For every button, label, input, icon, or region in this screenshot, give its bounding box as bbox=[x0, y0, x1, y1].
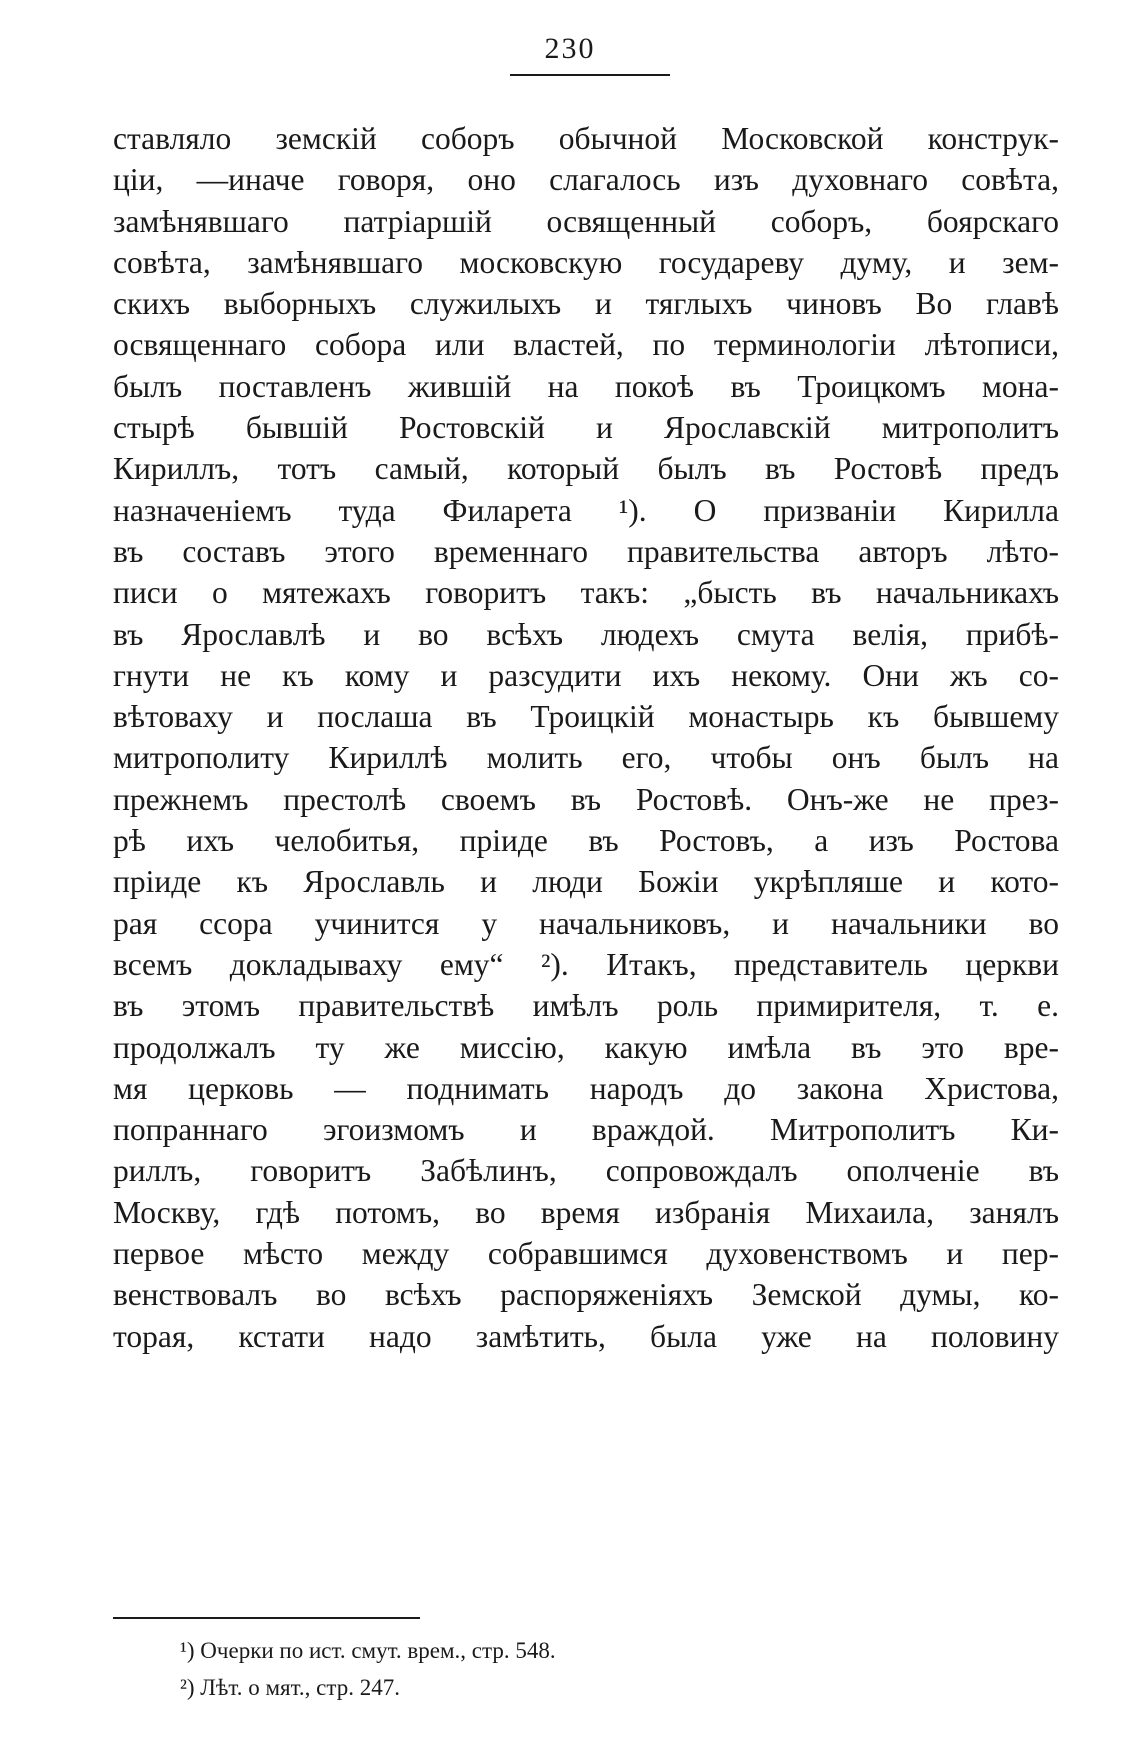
text-line: митрополиту Кириллѣ молить его, чтобы онъ былъ на bbox=[113, 740, 1059, 776]
text-line: замѣнявшаго патріаршій освященный соборъ, боярскаго bbox=[113, 203, 1059, 239]
text-line: продолжалъ ту же миссію, какую имѣла въ это вре- bbox=[113, 1029, 1059, 1065]
text-line: всемъ докладываху ему“ ²). Итакъ, представитель церкви bbox=[113, 946, 1059, 982]
text-line: назначеніемъ туда Филарета ¹). О призваніи Кирилла bbox=[113, 492, 1059, 528]
text-line: пріиде къ Ярославль и люди Божіи укрѣпляше и кото- bbox=[113, 864, 1059, 900]
text-line: Кириллъ, тотъ самый, который былъ въ Ростовѣ предъ bbox=[113, 451, 1059, 487]
text-line: венствовалъ во всѣхъ распоряженіяхъ Земской думы, ко- bbox=[113, 1277, 1059, 1313]
footnote-separator bbox=[113, 1617, 420, 1619]
footnote-2: ²) Лѣт. о мят., стр. 247. bbox=[180, 1675, 400, 1700]
text-line: рѣ ихъ челобитья, пріиде въ Ростовъ, а изъ Ростова bbox=[113, 823, 1059, 859]
text-line: гнути не къ кому и разсудити ихъ некому. Они жъ со- bbox=[113, 657, 1059, 693]
text-line: риллъ, говоритъ Забѣлинъ, сопровождалъ ополченіе въ bbox=[113, 1153, 1059, 1189]
text-line: скихъ выборныхъ служилыхъ и тяглыхъ чиновъ Во главѣ bbox=[113, 286, 1059, 322]
text-line: былъ поставленъ жившій на покоѣ въ Троицкомъ мона- bbox=[113, 368, 1059, 404]
text-line: рая ссора учинится у начальниковъ, и начальники во bbox=[113, 905, 1059, 941]
text-line: мя церковь — поднимать народъ до закона Христова, bbox=[113, 1070, 1059, 1106]
text-line: въ этомъ правительствѣ имѣлъ роль примирителя, т. е. bbox=[113, 988, 1059, 1024]
text-line: стырѣ бывшій Ростовскій и Ярославскій митрополитъ bbox=[113, 410, 1059, 446]
page-number-underline bbox=[510, 74, 670, 76]
footnotes bbox=[180, 1632, 980, 1706]
text-line: торая, кстати надо замѣтить, была уже на половину bbox=[113, 1318, 1059, 1354]
text-line: въ Ярославлѣ и во всѣхъ людехъ смута велія, прибѣ- bbox=[113, 616, 1059, 652]
text-line: Москву, гдѣ потомъ, во время избранія Михаила, занялъ bbox=[113, 1194, 1059, 1230]
text-line: освященнаго собора или властей, по терминологіи лѣтописи, bbox=[113, 327, 1059, 363]
main-text bbox=[113, 118, 1059, 1357]
text-line: писи о мятежахъ говоритъ такъ: „бысть въ начальникахъ bbox=[113, 575, 1059, 611]
text-line: прежнемъ престолѣ своемъ въ Ростовѣ. Онъ-же не през- bbox=[113, 781, 1059, 817]
page-number: 230 bbox=[544, 32, 596, 65]
text-line: попраннаго эгоизмомъ и враждой. Митрополитъ Ки- bbox=[113, 1112, 1059, 1148]
text-line: въ составъ этого временнаго правительства авторъ лѣто- bbox=[113, 533, 1059, 569]
text-line: совѣта, замѣнявшаго московскую государеву думу, и зем- bbox=[113, 244, 1059, 280]
text-line: ціи, —иначе говоря, оно слагалось изъ духовнаго совѣта, bbox=[113, 162, 1059, 198]
footnote-1: ¹) Очерки по ист. смут. врем., стр. 548. bbox=[180, 1638, 556, 1663]
text-line: первое мѣсто между собравшимся духовенствомъ и пер- bbox=[113, 1236, 1059, 1272]
text-line: вѣтоваху и послаша въ Троицкій монастырь къ бывшему bbox=[113, 699, 1059, 735]
text-line: ставляло земскій соборъ обычной Московской конструк- bbox=[113, 121, 1059, 156]
